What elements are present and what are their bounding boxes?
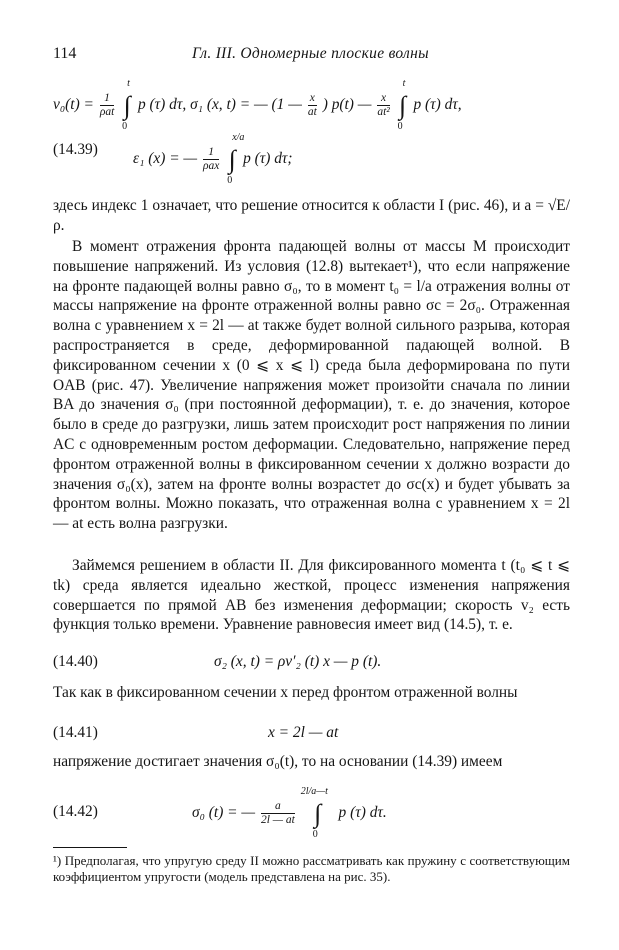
- paragraph-4-text: Так как в фиксированном сечении x перед фронтом отраженной волны: [53, 684, 518, 701]
- paragraph-1-text: здесь индекс 1 означает, что решение относится к области I (рис. 46), и a = √E/ρ.: [53, 197, 570, 234]
- equation-1439-line2: [133, 131, 293, 186]
- paragraph-5-text: напряжение достигает значения σ₀(t), то на основании (14.39) имеем: [53, 753, 503, 770]
- sigma1-lhs: σ₁ (x, t) = —: [190, 96, 268, 114]
- v0-lhs: v₀(t) =: [53, 96, 94, 114]
- paren-close: ) p(t) —: [322, 96, 372, 114]
- paragraph-2: [53, 237, 570, 534]
- equation-number-1440: (14.40): [53, 653, 98, 670]
- v0-frac-den: ρat: [99, 106, 115, 118]
- sigma0-int-lower: 0: [312, 828, 318, 840]
- paren-open: (1 —: [271, 96, 302, 114]
- sigma0-integrand: p (τ) dτ.: [338, 804, 387, 822]
- sigma1-fraction-2: [377, 92, 389, 119]
- integral-sign-4: ∫ 2l/a—t 0: [300, 785, 328, 840]
- sigma0-int-upper: 2l/a—t: [300, 785, 328, 797]
- footnote: ¹) Предполагая, что упругую среду II можно рассматривать как пружину с соответствующим коэффициентом упругости (модель представлена на рис. 35).: [53, 853, 570, 884]
- eps-lhs: ε₁ (x) = —: [133, 150, 198, 168]
- integrand: p (τ) dτ,: [138, 96, 187, 114]
- int-lower: 0: [122, 120, 128, 132]
- paragraph-1: [53, 196, 570, 236]
- sigma0-fraction: [261, 800, 295, 827]
- equation-1442: [192, 785, 387, 840]
- page-number: 114: [53, 45, 77, 62]
- eps-int-lower: 0: [227, 174, 233, 186]
- int-upper: t: [127, 77, 130, 89]
- int-lower-2: 0: [397, 120, 403, 132]
- frac1-den: at: [307, 106, 317, 118]
- sigma0-frac-den: 2l — at: [260, 814, 295, 826]
- paragraph-3: [53, 556, 570, 635]
- equation-1439-line1: [53, 77, 462, 132]
- integrand-end: p (τ) dτ,: [413, 96, 462, 114]
- equation-number-1442: (14.42): [53, 803, 98, 820]
- equation-1440: σ₂ (x, t) = ρv′₂ (t) x — p (t).: [214, 653, 382, 670]
- eps-int-upper: x/a: [232, 131, 245, 143]
- v0-frac-num: 1: [100, 92, 114, 106]
- paragraph-3-text: Займемся решением в области II. Для фиксированного момента t (t₀ ⩽ t ⩽ tk) среда является идеально жесткой, процесс изменения напряжения совершается по прямой AB без изменения деформации; скорость v₂ есть функция только времени. Уравнение равновесия имеет вид (14.5), т. е.: [53, 557, 570, 634]
- eps-integrand: p (τ) dτ;: [243, 150, 293, 168]
- v0-fraction: [100, 92, 114, 119]
- frac1-num: x: [309, 92, 315, 104]
- sigma0-lhs: σ₀ (t) = —: [192, 804, 256, 822]
- equation-number-1441: (14.41): [53, 724, 98, 741]
- frac2-den: at²: [377, 106, 390, 118]
- equation-1441: x = 2l — at: [268, 724, 339, 741]
- paragraph-2-text: В момент отражения фронта падающей волны от массы M происходит повышение напряжений. Из условия (12.8) вытекает¹), что если напряжение на фронте падающей волны равно σ₀, то в момент t₀ = l/a отражения волны от массы напряжение на фронте отраженной волны равно σc = 2σ₀. Отраженная волна с уравнением x = 2l — at также будет волной сильного разрыва, которая распространяется в среде, деформированной падающей волной. В фиксированном сечении x (0 ⩽ x ⩽ l) среда была деформирована по пути OAB (рис. 47). Увеличение напряжения может произойти сначала по линии BA до значения σ₀ (при постоянной деформации), т. е. до значения, которое было в среде до разгрузки, лишь затем происходит рост напряжения по линии AC с одновременным ростом деформации. Следовательно, напряжение перед фронтом отраженной волны в фиксированном сечении x должно возрасти до значения σ₀(x), затем на фронте волны возрастет до σc(x) и будет убывать за фронтом волны. Можно показать, что отраженная волна с уравнением x = 2l — at есть волна разгрузки.: [53, 238, 570, 533]
- running-title: Гл. III. Одномерные плоские волны: [192, 45, 429, 62]
- eps-frac-num: 1: [203, 146, 219, 160]
- paragraph-4: [53, 683, 570, 703]
- eps-frac-den: ρax: [202, 160, 220, 172]
- integral-sign-3: ∫ x/a 0: [227, 131, 245, 186]
- int-upper-2: t: [402, 77, 406, 89]
- frac2-num: x: [377, 92, 389, 106]
- footnote-rule: [53, 847, 127, 848]
- paragraph-5: [53, 752, 570, 772]
- integral-sign: ∫ t 0: [122, 77, 131, 132]
- equation-number-1439: (14.39): [53, 141, 98, 158]
- eps-fraction: [203, 146, 219, 173]
- integral-sign-2: ∫ t 0: [397, 77, 407, 132]
- sigma1-fraction-1: [308, 92, 317, 119]
- sigma0-frac-num: a: [261, 800, 295, 814]
